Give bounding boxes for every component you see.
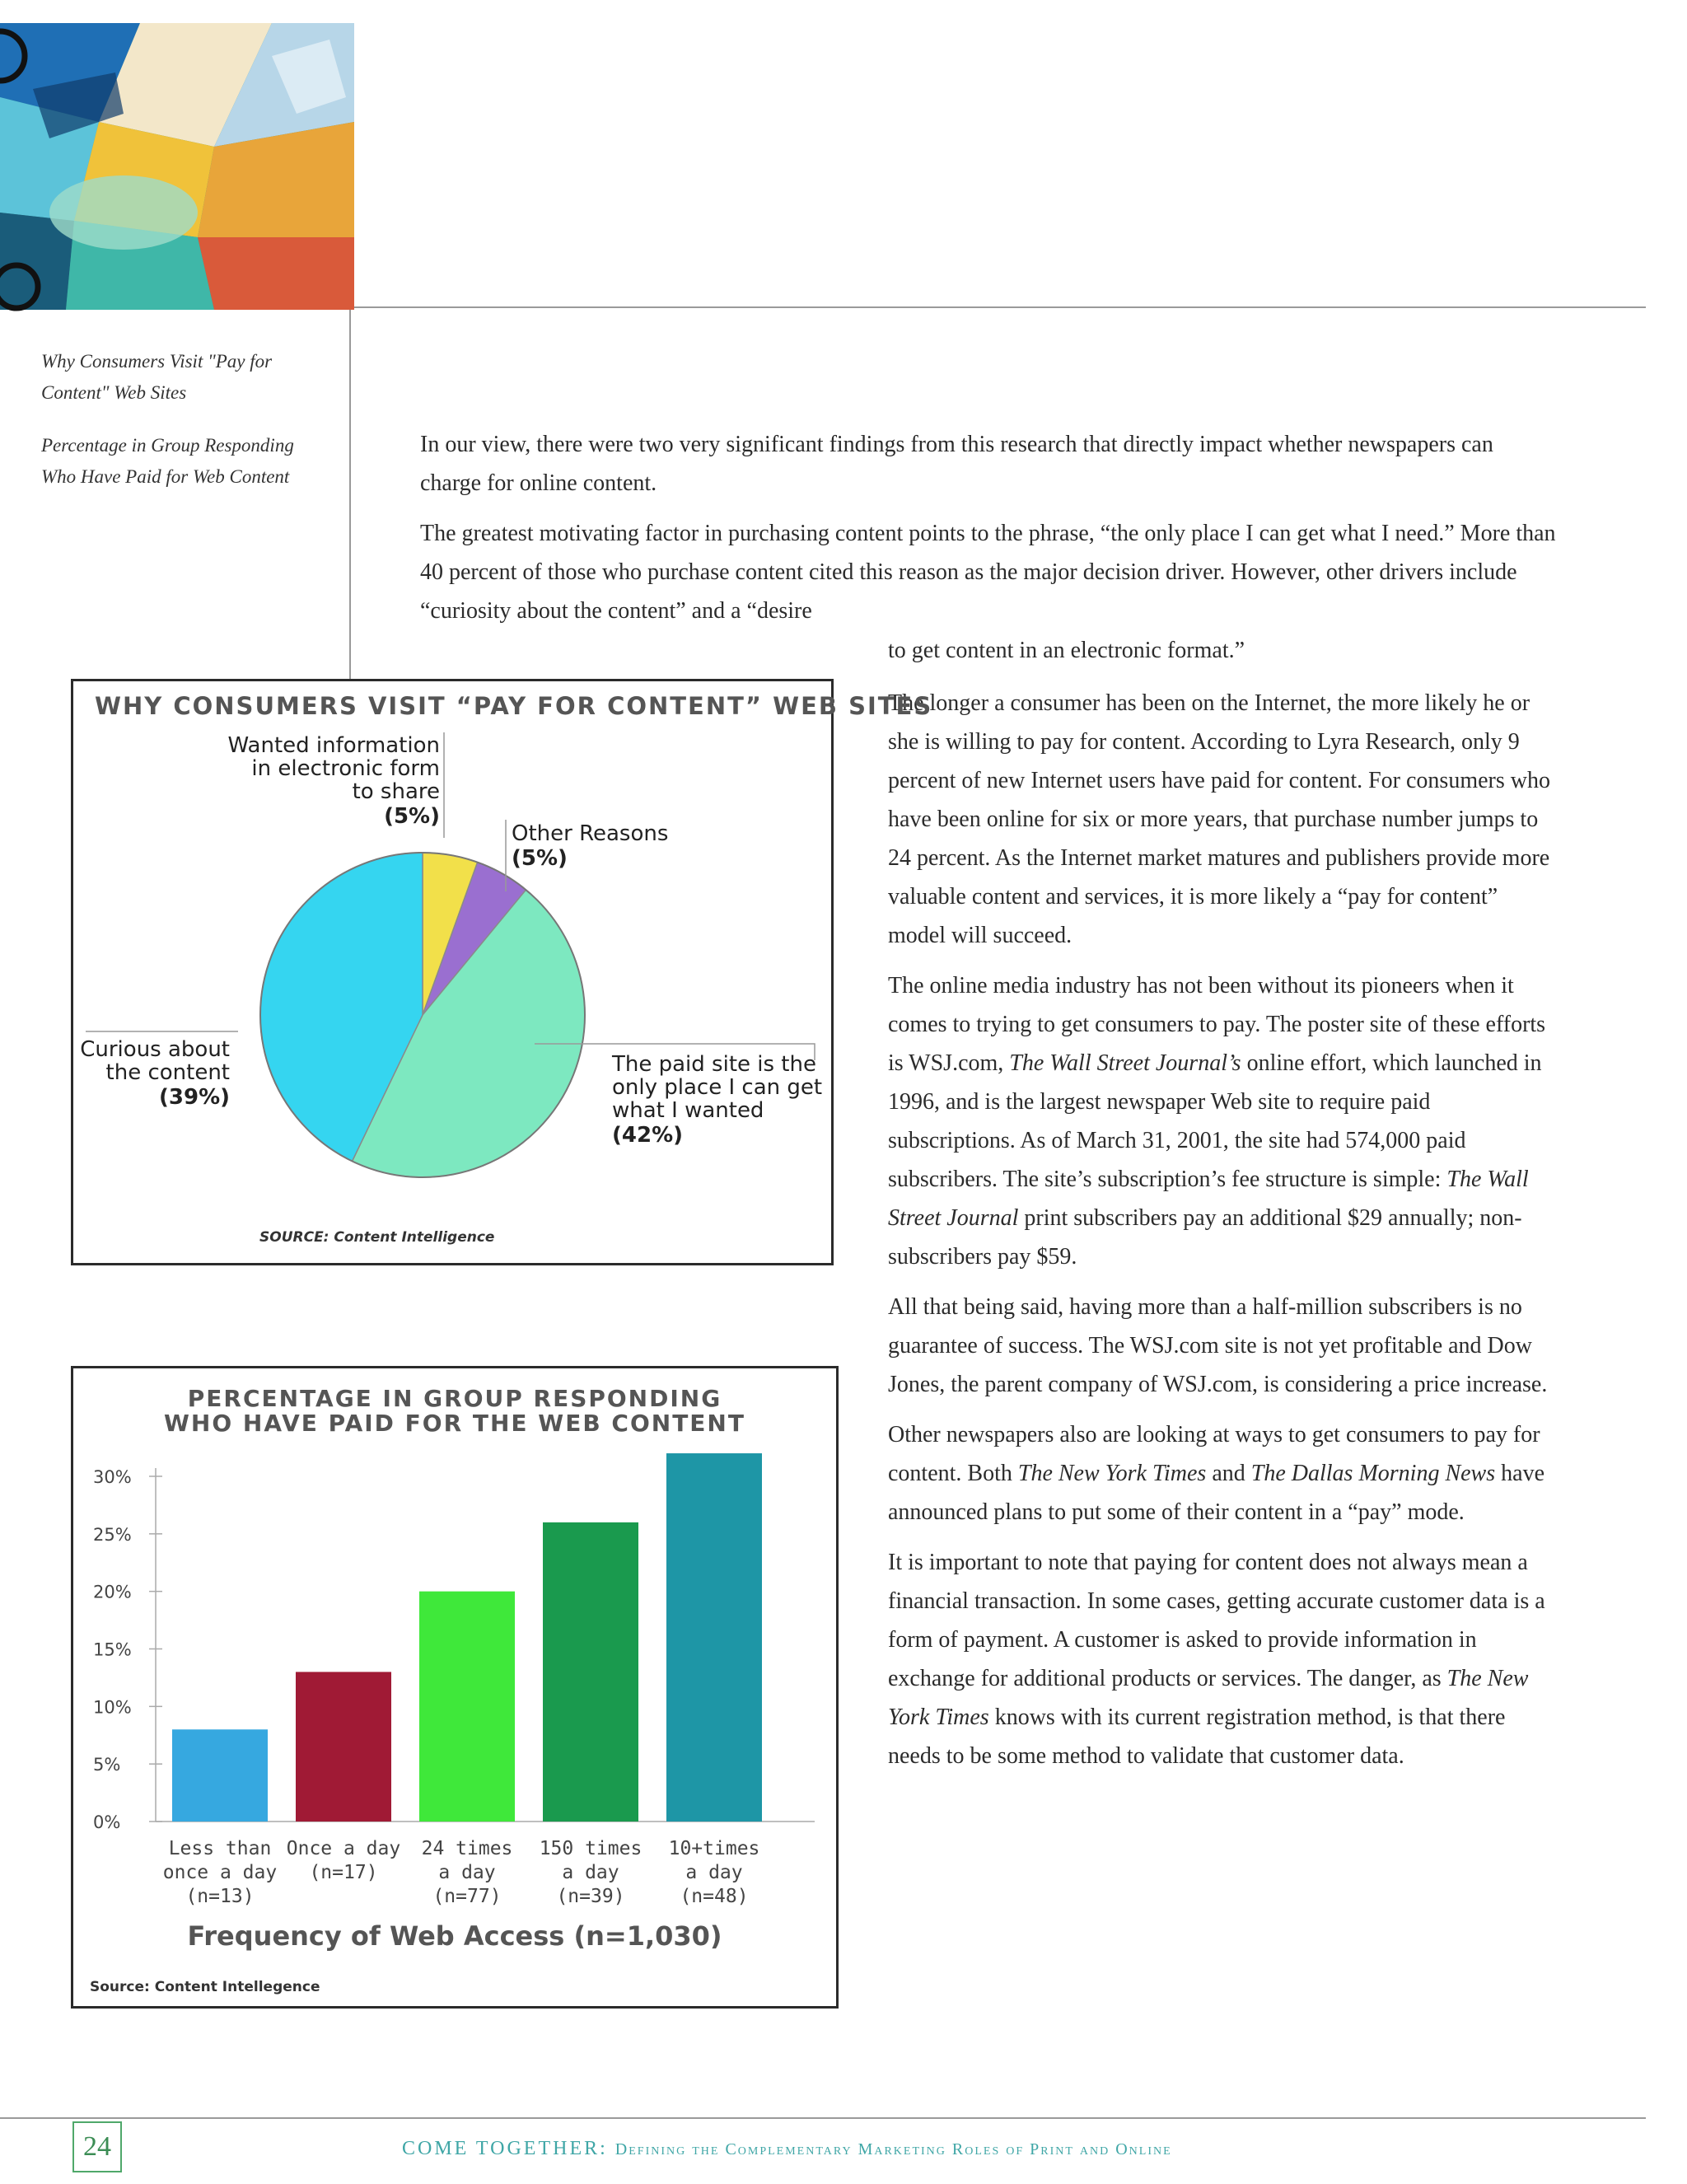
p4-italic-wsj: The Wall Street Journal’s — [1009, 1050, 1241, 1076]
pie-slices — [260, 853, 585, 1177]
label-curious-1: Curious about — [80, 1037, 230, 1062]
p6-italic-nyt: The New York Times — [1017, 1461, 1207, 1486]
label-curious-2: the content — [105, 1060, 230, 1085]
bar-category-label-0-1: once a day — [162, 1862, 278, 1883]
bars — [172, 1453, 762, 1822]
y-tick-label-3: 15% — [93, 1639, 132, 1660]
footer-title — [402, 2138, 1473, 2160]
bar-0 — [172, 1729, 268, 1822]
bar-category-label-4-0: 10+times — [668, 1838, 760, 1859]
bar-xlabel: Frequency of Web Access (n=1,030) — [187, 1920, 722, 1952]
pie-chart-title: WHY CONSUMERS VISIT “PAY FOR CONTENT” WEB SITES — [95, 692, 933, 720]
bar-chart-title-line-2: WHO HAVE PAID FOR THE WEB CONTENT — [164, 1410, 745, 1437]
paragraph-2-end: to get content in an electronic format.” — [888, 638, 1245, 663]
label-paid-1: The paid site is the — [612, 1052, 816, 1077]
paragraph-4 — [888, 966, 1555, 1276]
paragraph-6 — [888, 1415, 1555, 1532]
y-tick-label-4: 20% — [93, 1582, 132, 1602]
label-paid-pct: (42%) — [612, 1123, 683, 1148]
footer-title-sub: Defining the Complementary Marketing Roles of Print and Online — [615, 2140, 1172, 2158]
p4-text-1: The online media industry has not been without its pioneers when it comes to trying to get consumers to pay. The poster site of these efforts is WSJ.com, — [888, 973, 1546, 1076]
label-paid-3: what I wanted — [612, 1098, 764, 1123]
bar-chart-title-line-1: PERCENTAGE IN GROUP RESPONDING — [187, 1385, 722, 1412]
bar-category-label-2-2: (n=77) — [432, 1886, 502, 1907]
p4-text-2: online effort, which launched in 1996, and is the largest newspaper Web site to require paid subscriptions. As of March 31, 2001, the site had 574,000 paid subscribers. The site’s subscription’s fee structure is simple: — [888, 1050, 1542, 1192]
paragraph-5: All that being said, having more than a half-million subscribers is no guarantee of success. The WSJ.com site is not yet profitable and Dow Jones, the parent company of WSJ.com, is considering a price increase. — [888, 1294, 1548, 1397]
p7-italic-nyt: The New York Times — [888, 1666, 1529, 1730]
bar-source: Source: Content Intellegence — [90, 1979, 320, 1995]
pie-source: SOURCE: Content Intelligence — [259, 1229, 495, 1246]
y-tick-label-5: 25% — [93, 1524, 132, 1545]
intro-text — [420, 425, 1557, 630]
label-curious-pct: (39%) — [159, 1085, 230, 1110]
bar-category-label-3-0: 150 times — [539, 1838, 643, 1859]
p7-text-2: knows with its current registration method, is that there needs to be some method to validate that customer data. — [888, 1705, 1506, 1769]
page-number: 24 — [72, 2121, 122, 2172]
y-tick-label-2: 10% — [93, 1697, 132, 1718]
header-rule — [354, 306, 1646, 308]
y-tick-label-6: 30% — [93, 1467, 132, 1487]
bar-category-label-3-2: (n=39) — [556, 1886, 625, 1907]
bar-category-label-0-0: Less than — [168, 1838, 272, 1859]
sidebar-caption-bar: Percentage in Group Responding Who Have Paid for Web Content — [41, 435, 294, 487]
paragraph-7 — [888, 1543, 1555, 1775]
bar-category-label-4-1: a day — [685, 1862, 743, 1883]
sidebar-caption-pie: Why Consumers Visit "Pay for Content" Web Sites — [41, 351, 273, 403]
bar-category-label-1-1: (n=17) — [309, 1862, 378, 1883]
header-artwork — [0, 23, 354, 310]
p4-text-3: print subscribers pay an additional $29 annually; non-subscribers pay $59. — [888, 1205, 1522, 1270]
paragraph-3: The longer a consumer has been on the Internet, the more likely he or she is willing to pay for content. According to Lyra Research, only 9 percent of new Internet users have paid for content. For consumers who have been online for six or more years, that purchase number jumps to 24 percent. As the Internet market matures and publishers provide more valuable content and services, it is more likely a “pay for content” model will succeed. — [888, 690, 1550, 948]
bar-chart-box — [71, 1366, 839, 2009]
y-tick-label-0: 0% — [93, 1812, 121, 1832]
footer-title-main: COME TOGETHER: — [402, 2138, 608, 2159]
label-electronic-3: to share — [352, 779, 440, 804]
bar-category-label-2-0: 24 times — [421, 1838, 513, 1859]
label-paid-2: only place I can get — [612, 1075, 823, 1100]
sidebar-rule — [349, 310, 351, 679]
bar-category-label-1-0: Once a day — [286, 1838, 401, 1859]
bar-2 — [419, 1592, 515, 1822]
p6-text-3: have announced plans to put some of their content in a “pay” mode. — [888, 1461, 1544, 1525]
y-tick-label-1: 5% — [93, 1755, 121, 1775]
p6-text-1: Other newspapers also are looking at ways to get consumers to pay for content. Both — [888, 1422, 1540, 1486]
bar-1 — [296, 1672, 391, 1822]
bar-3 — [543, 1522, 638, 1822]
paragraph-1: In our view, there were two very significant findings from this research that directly impact whether newspapers can charge for online content. — [420, 432, 1493, 496]
label-electronic-1: Wanted information — [227, 733, 440, 758]
p4-italic-wsj-print: The Wall Street Journal — [888, 1167, 1529, 1231]
paragraph-2: The greatest motivating factor in purchasing content points to the phrase, “the only place I can get what I need.” More than 40 percent of those who purchase content cited this reason as the major decision driver. However, other drivers include “curiosity about the content” and a “desire — [420, 521, 1556, 624]
p6-italic-dmn: The Dallas Morning News — [1250, 1461, 1496, 1486]
bar-4 — [666, 1453, 762, 1822]
paragraph-2-continued — [888, 631, 1563, 670]
bar-category-label-4-2: (n=48) — [680, 1886, 749, 1907]
footer-rule — [0, 2117, 1646, 2119]
p7-text-1: It is important to note that paying for content does not always mean a financial transaction. In some cases, getting accurate customer data is a form of payment. A customer is asked to provide information in exchange for additional products or services. The danger, as — [888, 1550, 1545, 1691]
label-electronic-pct: (5%) — [384, 804, 440, 829]
pie-chart-box — [71, 679, 933, 1265]
p6-text-2: and — [1212, 1461, 1245, 1486]
bar-category-label-3-1: a day — [562, 1862, 619, 1883]
right-column — [888, 684, 1555, 1775]
bar-category-labels — [163, 1838, 760, 1907]
bar-category-label-0-2: (n=13) — [185, 1886, 255, 1907]
label-electronic-2: in electronic form — [251, 756, 440, 781]
label-other-pct: (5%) — [512, 846, 568, 871]
pie-chart — [73, 681, 933, 1263]
label-other-1: Other Reasons — [512, 821, 669, 846]
bar-category-label-2-1: a day — [438, 1862, 496, 1883]
abstract-art-image — [0, 23, 354, 310]
sidebar — [41, 346, 321, 493]
bar-chart — [73, 1368, 836, 2006]
